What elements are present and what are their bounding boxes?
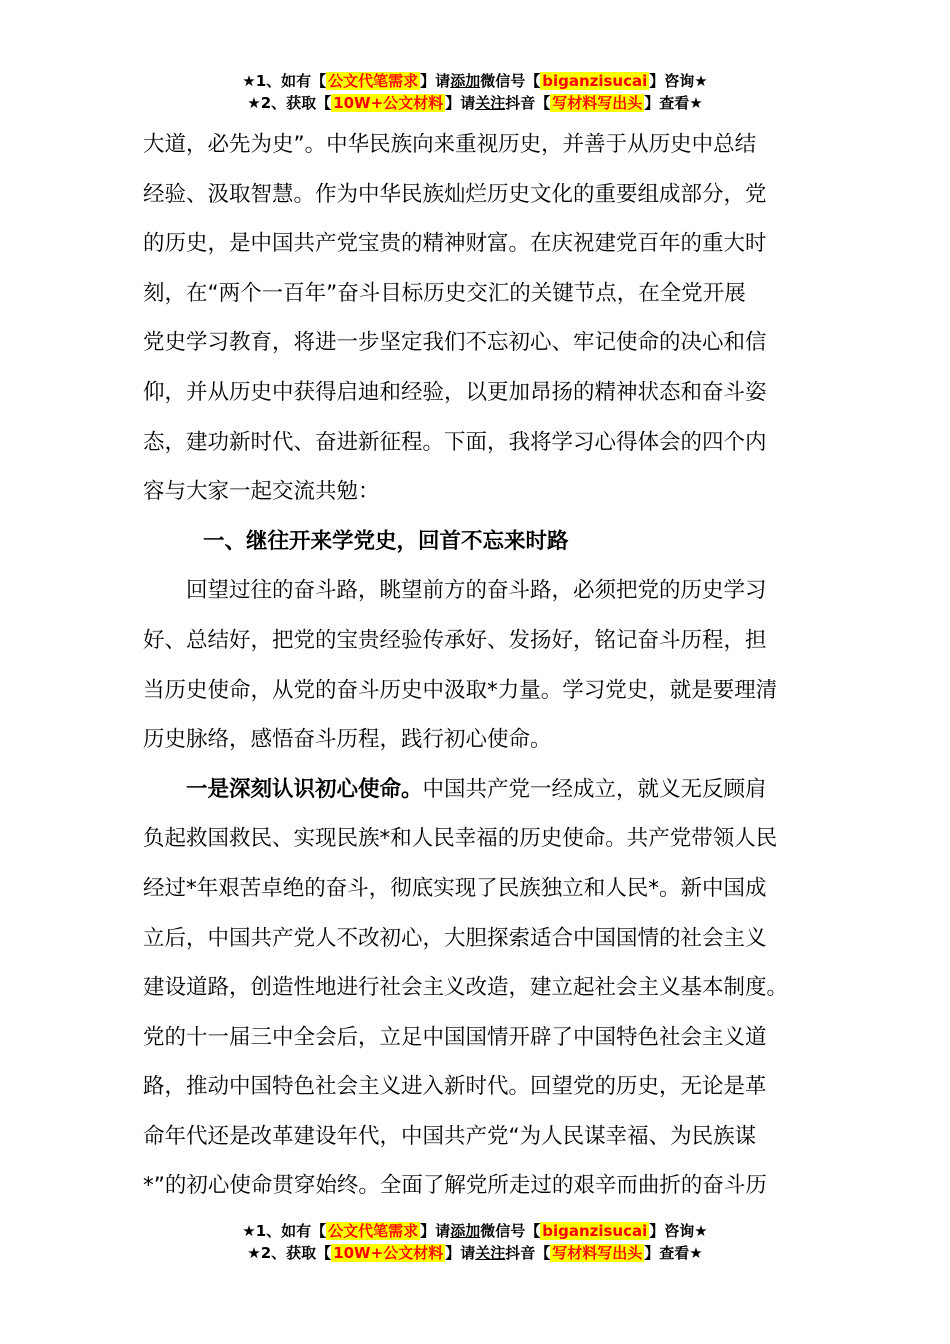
paragraph-lead: 一是深刻认识初心使命。 [186,776,423,802]
banner-text: 】查看★ [644,94,703,112]
banner-text: ★1、如有【 [242,1222,327,1240]
body-line: 党的十一届三中全会后，立足中国国情开辟了中国特色社会主义道 [143,1024,767,1050]
body-line: 命年代还是改革建设年代，中国共产党“为人民谋幸福、为民族谋 [143,1123,757,1149]
body-line: 态，建功新时代、奋进新征程。下面，我将学习心得体会的四个内 [143,429,767,455]
banner-highlight: 写材料写出头 [552,94,643,112]
banner-highlight: 公文代笔需求 [328,1222,419,1240]
body-line: 负起救国救民、实现民族*和人民幸福的历史使命。共产党带领人民 [143,826,778,852]
body-line: 路，推动中国特色社会主义进入新时代。回望党的历史，无论是革 [143,1074,767,1100]
body-line: *”的初心使命贯穿始终。全面了解党所走过的艰辛而曲折的奋斗历 [143,1173,767,1199]
banner-highlight: 写材料写出头 [552,1244,643,1262]
banner-text: 】请 [420,72,451,90]
body-line: 好、总结好，把党的宝贵经验传承好、发扬好，铭记奋斗历程，担 [143,627,767,653]
body-line: 经验、汲取智慧。作为中华民族灿烂历史文化的重要组成部分，党 [143,181,767,207]
banner-text: 】咨询★ [649,72,708,90]
banner-underlined: 添加 [450,1222,481,1240]
banner-text: 】请 [445,1244,476,1262]
body-line: 当历史使命，从党的奋斗历史中汲取*力量。学习党史，就是要理清 [143,677,778,703]
banner-highlight: biganzisucai [542,1222,648,1240]
banner-text: 】咨询★ [649,1222,708,1240]
body-line: 立后，中国共产党人不改初心，大胆探索适合中国国情的社会主义 [143,925,767,951]
banner-text: ★2、获取【 [247,1244,332,1262]
banner-text: 抖音【 [505,94,551,112]
banner-line-1 [0,70,950,92]
footer-banner [0,1220,950,1264]
body-line: 经过*年艰苦卓绝的奋斗，彻底实现了民族独立和人民*。新中国成 [143,875,767,901]
banner-underlined: 关注 [475,1244,506,1262]
banner-text: 抖音【 [505,1244,551,1262]
body-line: 刻，在“两个一百年”奋斗目标历史交汇的关键节点，在全党开展 [143,280,746,306]
banner-text: 】请 [445,94,476,112]
body-line: 历史脉络，感悟奋斗历程，践行初心使命。 [143,727,552,753]
body-line: 仰，并从历史中获得启迪和经验，以更加昂扬的精神状态和奋斗姿 [143,379,767,405]
body-line: 建设道路，创造性地进行社会主义改造，建立起社会主义基本制度。 [143,975,789,1001]
section-heading: 一、继往开来学党史，回首不忘来时路 [203,528,569,554]
body-text: 中国共产党一经成立，就义无反顾肩 [422,776,767,802]
banner-line-2 [0,92,950,114]
banner-highlight: 10W+公文材料 [333,94,444,112]
banner-text: 】请 [420,1222,451,1240]
banner-text: 】查看★ [644,1244,703,1262]
body-line: 回望过往的奋斗路，眺望前方的奋斗路，必须把党的历史学习 [186,578,767,604]
body-line [143,765,811,815]
banner-underlined: 添加 [450,72,481,90]
header-banner [0,70,950,114]
body-line: 党史学习教育，将进一步坚定我们不忘初心、牢记使命的决心和信 [143,330,767,356]
banner-line-1 [0,1220,950,1242]
banner-text: 微信号【 [480,1222,541,1240]
banner-underlined: 关注 [475,94,506,112]
banner-highlight: biganzisucai [542,72,648,90]
document-body [143,120,811,1211]
banner-highlight: 公文代笔需求 [328,72,419,90]
banner-highlight: 10W+公文材料 [333,1244,444,1262]
body-line: 的历史，是中国共产党宝贵的精神财富。在庆祝建党百年的重大时 [143,231,767,257]
body-line: 大道，必先为史”。中华民族向来重视历史，并善于从历史中总结 [143,132,757,157]
body-line: 容与大家一起交流共勉： [143,479,380,505]
banner-text: ★2、获取【 [247,94,332,112]
banner-text: ★1、如有【 [242,72,327,90]
banner-text: 微信号【 [480,72,541,90]
banner-line-2 [0,1242,950,1264]
